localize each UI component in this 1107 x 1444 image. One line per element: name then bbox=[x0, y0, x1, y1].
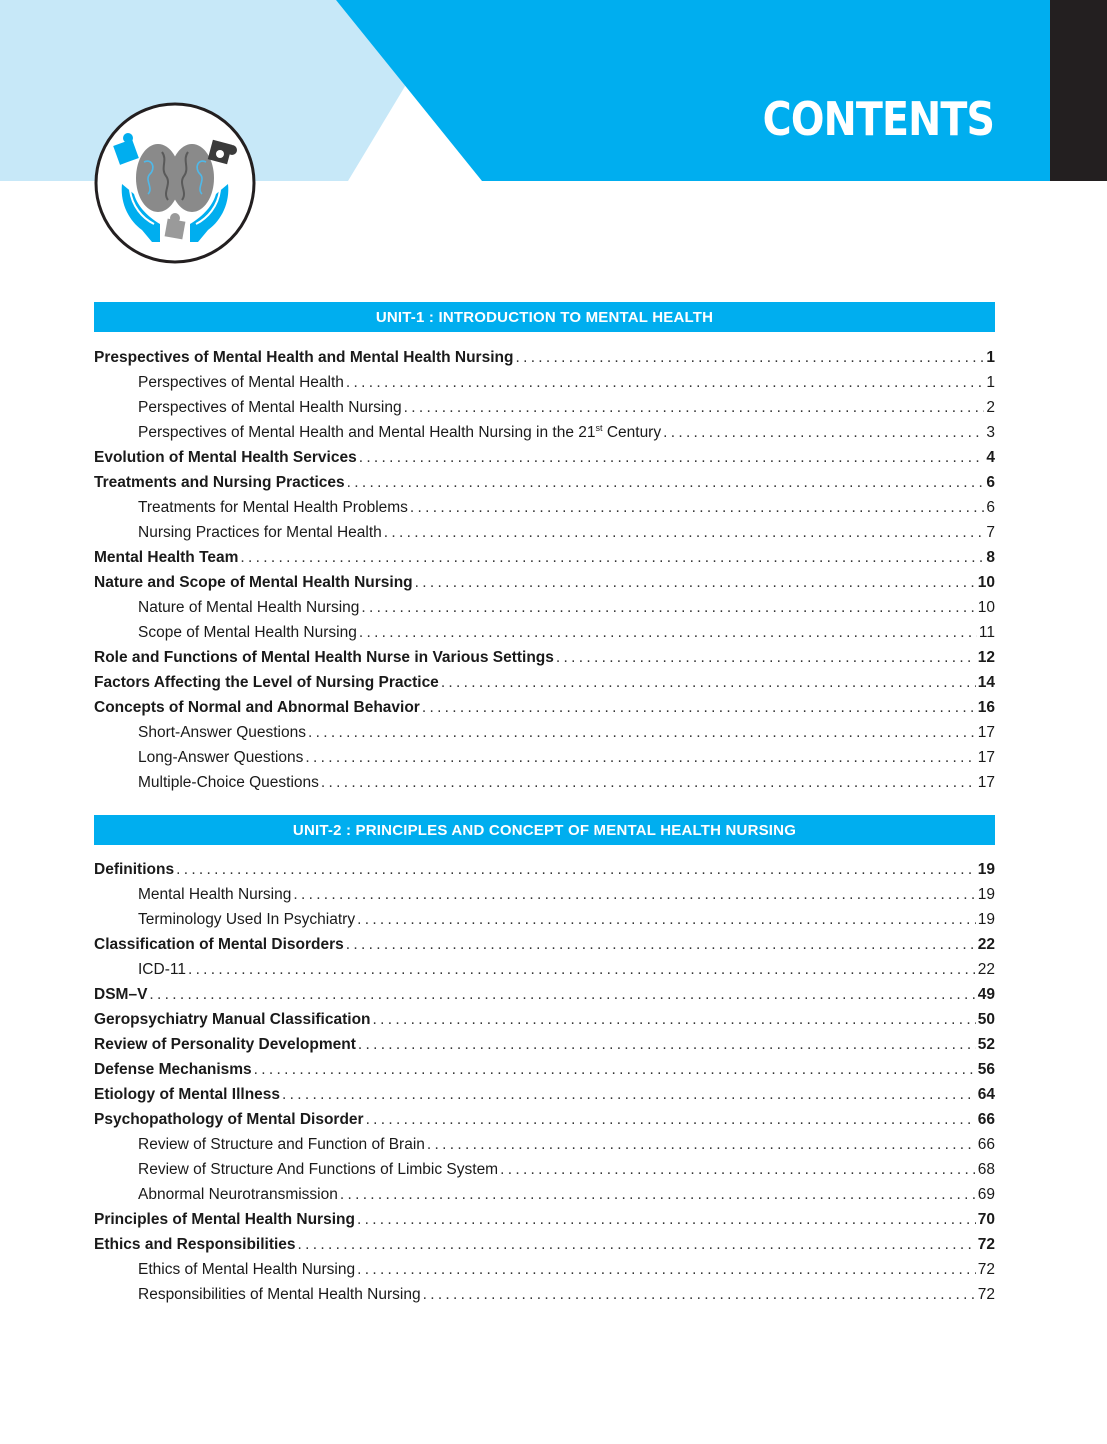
toc-entry[interactable]: Concepts of Normal and Abnormal Behavior . . . 16 bbox=[94, 695, 995, 720]
brain-in-hands-puzzle-icon bbox=[94, 102, 256, 264]
toc-entry[interactable]: Nature of Mental Health Nursing . . . 10 bbox=[94, 595, 995, 620]
toc-entry[interactable]: Review of Structure and Function of Brain . . . 66 bbox=[94, 1132, 995, 1157]
toc-entry[interactable]: Evolution of Mental Health Services . . . 4 bbox=[94, 445, 995, 470]
page-title: CONTENTS bbox=[762, 92, 994, 146]
unit-1-toc-list bbox=[94, 345, 995, 795]
toc-entry[interactable]: Role and Functions of Mental Health Nurse in Various Settings . . . 12 bbox=[94, 645, 995, 670]
toc-entry[interactable]: Ethics and Responsibilities . . . 72 bbox=[94, 1232, 995, 1257]
toc-entry[interactable]: Ethics of Mental Health Nursing . . . 72 bbox=[94, 1257, 995, 1282]
toc-entry[interactable]: Long-Answer Questions . . . 17 bbox=[94, 745, 995, 770]
toc-entry[interactable]: DSM–V . . . 49 bbox=[94, 982, 995, 1007]
unit-1-heading: UNIT-1 : INTRODUCTION TO MENTAL HEALTH bbox=[94, 302, 995, 332]
toc-entry[interactable]: Geropsychiatry Manual Classification . . . 50 bbox=[94, 1007, 995, 1032]
toc-entry[interactable]: Psychopathology of Mental Disorder . . . 66 bbox=[94, 1107, 995, 1132]
toc-entry[interactable]: Responsibilities of Mental Health Nursing . . . 72 bbox=[94, 1282, 995, 1307]
toc-entry[interactable]: Abnormal Neurotransmission . . . 69 bbox=[94, 1182, 995, 1207]
toc-entry[interactable]: Mental Health Nursing . . . 19 bbox=[94, 882, 995, 907]
toc-entry[interactable]: Etiology of Mental Illness . . . 64 bbox=[94, 1082, 995, 1107]
unit-2-toc-list bbox=[94, 857, 995, 1307]
toc-entry[interactable]: Scope of Mental Health Nursing . . . 11 bbox=[94, 620, 995, 645]
toc-entry[interactable]: Perspectives of Mental Health Nursing . . . 2 bbox=[94, 395, 995, 420]
toc-entry[interactable]: Classification of Mental Disorders . . . 22 bbox=[94, 932, 995, 957]
toc-entry[interactable]: ICD-11 . . . 22 bbox=[94, 957, 995, 982]
toc-entry[interactable]: Factors Affecting the Level of Nursing Practice . . . 14 bbox=[94, 670, 995, 695]
unit-2-heading: UNIT-2 : PRINCIPLES AND CONCEPT OF MENTAL HEALTH NURSING bbox=[94, 815, 995, 845]
toc-entry[interactable]: Mental Health Team . . . 8 bbox=[94, 545, 995, 570]
toc-entry[interactable]: Terminology Used In Psychiatry . . . 19 bbox=[94, 907, 995, 932]
blue-banner-shape bbox=[336, 0, 1050, 181]
toc-entry[interactable]: Defense Mechanisms . . . 56 bbox=[94, 1057, 995, 1082]
toc-entry[interactable]: Definitions . . . 19 bbox=[94, 857, 995, 882]
toc-entry[interactable]: Treatments for Mental Health Problems . . . 6 bbox=[94, 495, 995, 520]
toc-entry[interactable]: Perspectives of Mental Health . . . 1 bbox=[94, 370, 995, 395]
toc-entry[interactable]: Prespectives of Mental Health and Mental Health Nursing . . . 1 bbox=[94, 345, 995, 370]
dark-edge-tab bbox=[1050, 0, 1107, 181]
toc-entry[interactable]: Perspectives of Mental Health and Mental Health Nursing in the 21st Century . . . 3 bbox=[94, 420, 995, 445]
toc-entry[interactable]: Short-Answer Questions . . . 17 bbox=[94, 720, 995, 745]
toc-entry[interactable]: Treatments and Nursing Practices . . . 6 bbox=[94, 470, 995, 495]
toc-entry[interactable]: Nature and Scope of Mental Health Nursing . . . 10 bbox=[94, 570, 995, 595]
toc-entry[interactable]: Principles of Mental Health Nursing . . . 70 bbox=[94, 1207, 995, 1232]
toc-entry[interactable]: Multiple-Choice Questions . . . 17 bbox=[94, 770, 995, 795]
toc-entry[interactable]: Review of Structure And Functions of Limbic System . . . 68 bbox=[94, 1157, 995, 1182]
page-header bbox=[0, 0, 1107, 270]
toc-entry[interactable]: Nursing Practices for Mental Health . . . 7 bbox=[94, 520, 995, 545]
toc-entry[interactable]: Review of Personality Development . . . 52 bbox=[94, 1032, 995, 1057]
